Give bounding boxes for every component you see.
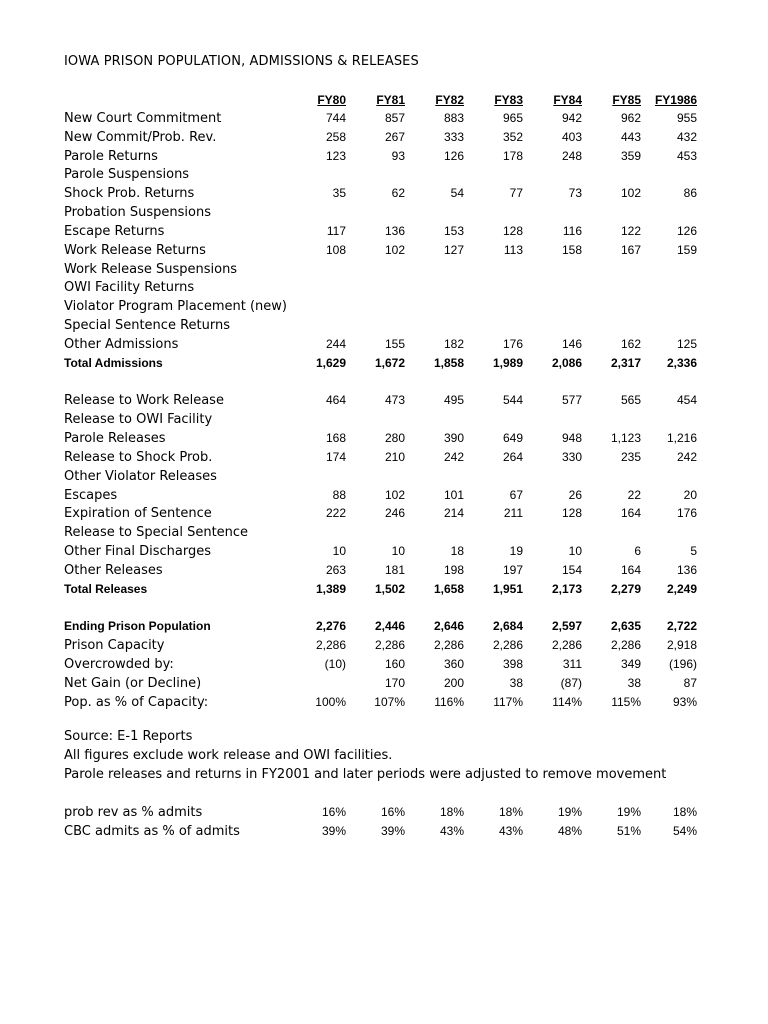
table-cell: 107% bbox=[374, 694, 405, 709]
row-label: Other Final Discharges bbox=[64, 544, 212, 560]
table-cell: 48% bbox=[557, 824, 582, 838]
table-cell: 88 bbox=[332, 487, 346, 502]
table-cell: 136 bbox=[676, 562, 697, 577]
table-cell: 264 bbox=[502, 449, 523, 464]
table-cell: 242 bbox=[443, 449, 464, 464]
table-cell: 1,672 bbox=[374, 355, 405, 370]
table-cell: 39% bbox=[321, 824, 346, 838]
table-cell: 2,286 bbox=[610, 638, 641, 653]
table-cell: 246 bbox=[384, 506, 405, 521]
table-cell: 2,446 bbox=[374, 619, 405, 634]
row-label: Parole Releases bbox=[64, 431, 166, 447]
table-row bbox=[0, 109, 768, 128]
table-cell: 258 bbox=[325, 129, 346, 144]
table-cell: 211 bbox=[503, 506, 523, 521]
table-cell: 2,646 bbox=[433, 619, 464, 634]
column-header: FY80 bbox=[317, 93, 346, 107]
row-label: Escape Returns bbox=[64, 223, 165, 239]
table-cell: 102 bbox=[620, 186, 641, 201]
row-label: Release to OWI Facility bbox=[64, 412, 213, 428]
row-label: Work Release Suspensions bbox=[64, 261, 238, 277]
table-cell: 2,286 bbox=[433, 638, 464, 653]
row-label: Parole Suspensions bbox=[64, 167, 190, 183]
table-cell: 164 bbox=[620, 562, 641, 577]
table-cell: 113 bbox=[503, 242, 523, 257]
table-cell: 2,279 bbox=[610, 581, 641, 596]
table-cell: 2,597 bbox=[551, 619, 582, 634]
table-cell: 127 bbox=[443, 242, 464, 257]
row-label: Prison Capacity bbox=[64, 638, 165, 654]
row-label: Other Violator Releases bbox=[64, 468, 217, 484]
table-row bbox=[0, 523, 768, 542]
table-cell: (196) bbox=[668, 657, 697, 672]
table-cell: 101 bbox=[443, 487, 464, 502]
table-cell: 1,123 bbox=[610, 431, 641, 446]
table-cell: 577 bbox=[561, 393, 582, 408]
table-cell: 349 bbox=[620, 657, 641, 672]
table-cell: 100% bbox=[315, 694, 346, 709]
table-row bbox=[0, 278, 768, 297]
table-cell: 857 bbox=[384, 111, 405, 125]
table-cell: 93% bbox=[672, 694, 697, 709]
table-row bbox=[0, 260, 768, 279]
table-cell: 114% bbox=[552, 694, 582, 709]
table-cell: 178 bbox=[502, 148, 523, 163]
table-cell: 883 bbox=[443, 111, 464, 125]
table-cell: 159 bbox=[676, 242, 697, 257]
table-cell: 19% bbox=[557, 805, 582, 819]
table-row bbox=[0, 354, 768, 373]
table-cell: 333 bbox=[443, 129, 464, 144]
row-label: Other Releases bbox=[64, 562, 163, 578]
table-row bbox=[0, 580, 768, 599]
row-label: New Court Commitment bbox=[64, 111, 222, 126]
row-label: Release to Special Sentence bbox=[64, 525, 249, 541]
table-cell: 54 bbox=[450, 186, 464, 201]
table-cell: 54% bbox=[672, 824, 697, 838]
table-row bbox=[0, 184, 768, 203]
column-header: FY81 bbox=[376, 93, 405, 107]
table-row bbox=[0, 504, 768, 523]
table-cell: 473 bbox=[384, 393, 405, 408]
table-cell: 77 bbox=[509, 186, 523, 201]
row-label: Work Release Returns bbox=[64, 242, 206, 258]
table-cell: 122 bbox=[620, 223, 641, 238]
table-cell: 5 bbox=[690, 544, 697, 559]
table-cell: 19 bbox=[509, 544, 523, 559]
table-row bbox=[0, 822, 768, 841]
column-header: FY85 bbox=[612, 93, 641, 107]
table-cell: 43% bbox=[439, 824, 464, 838]
table-cell: 432 bbox=[676, 129, 697, 144]
table-row bbox=[0, 542, 768, 561]
column-header: FY82 bbox=[435, 93, 464, 107]
table-cell: 93 bbox=[391, 148, 405, 163]
table-cell: 176 bbox=[502, 336, 523, 351]
table-cell: 2,317 bbox=[610, 355, 641, 370]
table-cell: 18% bbox=[672, 805, 697, 819]
row-label: Pop. as % of Capacity: bbox=[64, 694, 209, 710]
table-row bbox=[0, 486, 768, 505]
table-cell: 87 bbox=[683, 675, 697, 690]
table-cell: 544 bbox=[502, 393, 523, 408]
table-cell: 311 bbox=[562, 657, 582, 672]
table-cell: 2,918 bbox=[666, 638, 697, 653]
table-cell: 38 bbox=[509, 675, 523, 690]
table-cell: 398 bbox=[502, 657, 523, 672]
table-cell: 443 bbox=[620, 129, 641, 144]
table-cell: 155 bbox=[384, 336, 405, 351]
table-cell: 197 bbox=[502, 562, 523, 577]
row-label: Other Admissions bbox=[64, 336, 179, 352]
row-label: New Commit/Prob. Rev. bbox=[64, 129, 217, 145]
row-label: Escapes bbox=[64, 487, 118, 503]
table-cell: 116% bbox=[434, 694, 464, 709]
table-cell: 2,286 bbox=[551, 638, 582, 653]
row-label: Net Gain (or Decline) bbox=[64, 675, 202, 691]
table-cell: 168 bbox=[325, 431, 346, 446]
table-row bbox=[0, 803, 768, 822]
table-row bbox=[0, 147, 768, 166]
table-cell: 2,249 bbox=[666, 581, 697, 596]
table-cell: 16% bbox=[321, 805, 346, 819]
table-cell: 330 bbox=[561, 449, 582, 464]
table-cell: 2,173 bbox=[551, 581, 582, 596]
table-cell: 102 bbox=[384, 242, 405, 257]
table-cell: 2,286 bbox=[492, 638, 523, 653]
table-cell: 170 bbox=[384, 675, 405, 690]
parole-adjustment-note: Parole releases and returns in FY2001 and later periods were adjusted to remove movement bbox=[64, 767, 667, 782]
table-cell: 2,286 bbox=[315, 638, 346, 653]
table-row bbox=[0, 335, 768, 354]
table-cell: 235 bbox=[620, 449, 641, 464]
table-row bbox=[0, 655, 768, 674]
table-cell: 146 bbox=[561, 336, 582, 351]
row-label: OWI Facility Returns bbox=[64, 280, 195, 296]
table-cell: 108 bbox=[325, 242, 346, 257]
table-cell: 22 bbox=[627, 487, 641, 502]
table-cell: 360 bbox=[443, 657, 464, 672]
table-row bbox=[0, 448, 768, 467]
table-cell: 73 bbox=[568, 186, 582, 201]
column-header: FY1986 bbox=[654, 93, 697, 107]
table-cell: 2,635 bbox=[610, 619, 641, 634]
table-cell: 43% bbox=[498, 824, 523, 838]
table-cell: 280 bbox=[384, 431, 405, 446]
row-label: Release to Work Release bbox=[64, 393, 224, 409]
table-row bbox=[0, 636, 768, 655]
table-row bbox=[0, 467, 768, 486]
table-cell: 102 bbox=[384, 487, 405, 502]
table-cell: 2,276 bbox=[315, 619, 346, 634]
table-cell: 6 bbox=[634, 544, 641, 559]
table-cell: 200 bbox=[443, 675, 464, 690]
table-cell: 18% bbox=[439, 805, 464, 819]
table-cell: 962 bbox=[620, 111, 641, 125]
row-label: prob rev as % admits bbox=[64, 805, 203, 820]
row-label: CBC admits as % of admits bbox=[64, 824, 240, 839]
table-cell: 352 bbox=[502, 129, 523, 144]
table-cell: 955 bbox=[676, 111, 697, 125]
table-cell: 2,286 bbox=[374, 638, 405, 653]
row-label: Ending Prison Population bbox=[64, 619, 211, 634]
table-cell: 263 bbox=[325, 562, 346, 577]
table-cell: 565 bbox=[620, 393, 641, 408]
table-cell: 62 bbox=[391, 186, 405, 201]
table-cell: 2,086 bbox=[551, 355, 582, 370]
table-cell: 1,951 bbox=[492, 581, 523, 596]
table-cell: 128 bbox=[561, 506, 582, 521]
table-cell: 39% bbox=[380, 824, 405, 838]
table-row bbox=[0, 203, 768, 222]
table-cell: 649 bbox=[502, 431, 523, 446]
table-cell: 942 bbox=[561, 111, 582, 125]
table-cell: 181 bbox=[384, 562, 405, 577]
table-cell: 35 bbox=[332, 186, 346, 201]
table-cell: 26 bbox=[568, 487, 582, 502]
table-cell: 454 bbox=[676, 393, 697, 408]
table-cell: 128 bbox=[502, 223, 523, 238]
row-label: Release to Shock Prob. bbox=[64, 449, 213, 465]
table-cell: 18 bbox=[450, 544, 464, 559]
row-label: Parole Returns bbox=[64, 148, 158, 164]
table-row bbox=[0, 316, 768, 335]
table-cell: 174 bbox=[325, 449, 346, 464]
table-cell: 390 bbox=[443, 431, 464, 446]
table-cell: 2,684 bbox=[492, 619, 523, 634]
row-label: Total Releases bbox=[64, 581, 148, 596]
table-cell: 1,658 bbox=[433, 581, 464, 596]
table-row bbox=[0, 373, 768, 392]
row-label: Probation Suspensions bbox=[64, 205, 211, 221]
table-cell: 965 bbox=[502, 111, 523, 125]
table-cell: 2,336 bbox=[666, 355, 697, 370]
table-cell: 210 bbox=[384, 449, 405, 464]
table-row bbox=[0, 429, 768, 448]
row-label: Overcrowded by: bbox=[64, 657, 174, 673]
table-cell: 136 bbox=[384, 223, 405, 238]
table-cell: 38 bbox=[627, 675, 641, 690]
table-cell: 248 bbox=[561, 148, 582, 163]
table-cell: 10 bbox=[568, 544, 582, 559]
table-cell: 267 bbox=[384, 129, 405, 144]
table-row bbox=[0, 410, 768, 429]
table-row bbox=[0, 222, 768, 241]
table-cell: 1,502 bbox=[374, 581, 405, 596]
table-row bbox=[0, 693, 768, 712]
table-cell: 160 bbox=[384, 657, 405, 672]
table-row bbox=[0, 241, 768, 260]
table-cell: 182 bbox=[443, 336, 464, 351]
table-row bbox=[0, 561, 768, 580]
table-cell: 154 bbox=[561, 562, 582, 577]
row-label: Violator Program Placement (new) bbox=[64, 299, 287, 315]
table-cell: 162 bbox=[620, 336, 641, 351]
table-cell: 20 bbox=[683, 487, 697, 502]
table-cell: 176 bbox=[676, 506, 697, 521]
table-cell: 1,216 bbox=[666, 431, 697, 446]
table-cell: 16% bbox=[380, 805, 405, 819]
table-cell: 495 bbox=[443, 393, 464, 408]
exclusion-note: All figures exclude work release and OWI facilities. bbox=[64, 748, 393, 763]
table-row bbox=[0, 128, 768, 147]
table-cell: 158 bbox=[561, 242, 582, 257]
table-row bbox=[0, 617, 768, 636]
table-cell: 51% bbox=[616, 824, 641, 838]
table-row bbox=[0, 674, 768, 693]
table-cell: 214 bbox=[443, 506, 464, 521]
table-cell: 116 bbox=[562, 223, 582, 238]
row-label: Total Admissions bbox=[64, 355, 163, 370]
table-cell: 123 bbox=[325, 148, 346, 163]
table-cell: 164 bbox=[620, 506, 641, 521]
table-cell: (10) bbox=[324, 657, 346, 672]
table-cell: 948 bbox=[561, 431, 582, 446]
table-cell: 464 bbox=[325, 393, 346, 408]
table-cell: 18% bbox=[498, 805, 523, 819]
table-cell: 2,722 bbox=[666, 619, 697, 634]
table-cell: 198 bbox=[443, 562, 464, 577]
table-cell: 167 bbox=[620, 242, 641, 257]
row-label: Special Sentence Returns bbox=[64, 318, 230, 334]
table-cell: 1,389 bbox=[315, 581, 346, 596]
table-cell: 244 bbox=[325, 336, 346, 351]
column-header: FY83 bbox=[494, 93, 523, 107]
table-cell: 125 bbox=[676, 336, 697, 351]
table-cell: 126 bbox=[676, 223, 697, 238]
table-cell: 453 bbox=[676, 148, 697, 163]
source-note: Source: E-1 Reports bbox=[64, 729, 193, 744]
table-row bbox=[0, 165, 768, 184]
table-cell: 359 bbox=[620, 148, 641, 163]
table-cell: 403 bbox=[561, 129, 582, 144]
table-cell: 19% bbox=[616, 805, 641, 819]
table-cell: 744 bbox=[325, 111, 346, 125]
table-cell: 1,629 bbox=[315, 355, 346, 370]
sheet-title: IOWA PRISON POPULATION, ADMISSIONS & RELEASES bbox=[64, 54, 419, 69]
table-cell: 115% bbox=[611, 694, 641, 709]
table-cell: (87) bbox=[560, 675, 582, 690]
table-cell: 117 bbox=[326, 223, 346, 238]
table-cell: 242 bbox=[676, 449, 697, 464]
table-cell: 10 bbox=[332, 544, 346, 559]
table-row bbox=[0, 391, 768, 410]
table-row bbox=[0, 297, 768, 316]
table-cell: 126 bbox=[443, 148, 464, 163]
table-row bbox=[0, 599, 768, 618]
table-cell: 67 bbox=[509, 487, 523, 502]
table-cell: 153 bbox=[443, 223, 464, 238]
table-cell: 1,858 bbox=[433, 355, 464, 370]
column-header: FY84 bbox=[553, 93, 582, 107]
table-cell: 86 bbox=[683, 186, 697, 201]
table-cell: 1,989 bbox=[492, 355, 523, 370]
table-cell: 10 bbox=[391, 544, 405, 559]
row-label: Expiration of Sentence bbox=[64, 506, 212, 522]
table-cell: 117% bbox=[493, 694, 523, 709]
table-cell: 222 bbox=[325, 506, 346, 521]
row-label: Shock Prob. Returns bbox=[64, 186, 195, 202]
